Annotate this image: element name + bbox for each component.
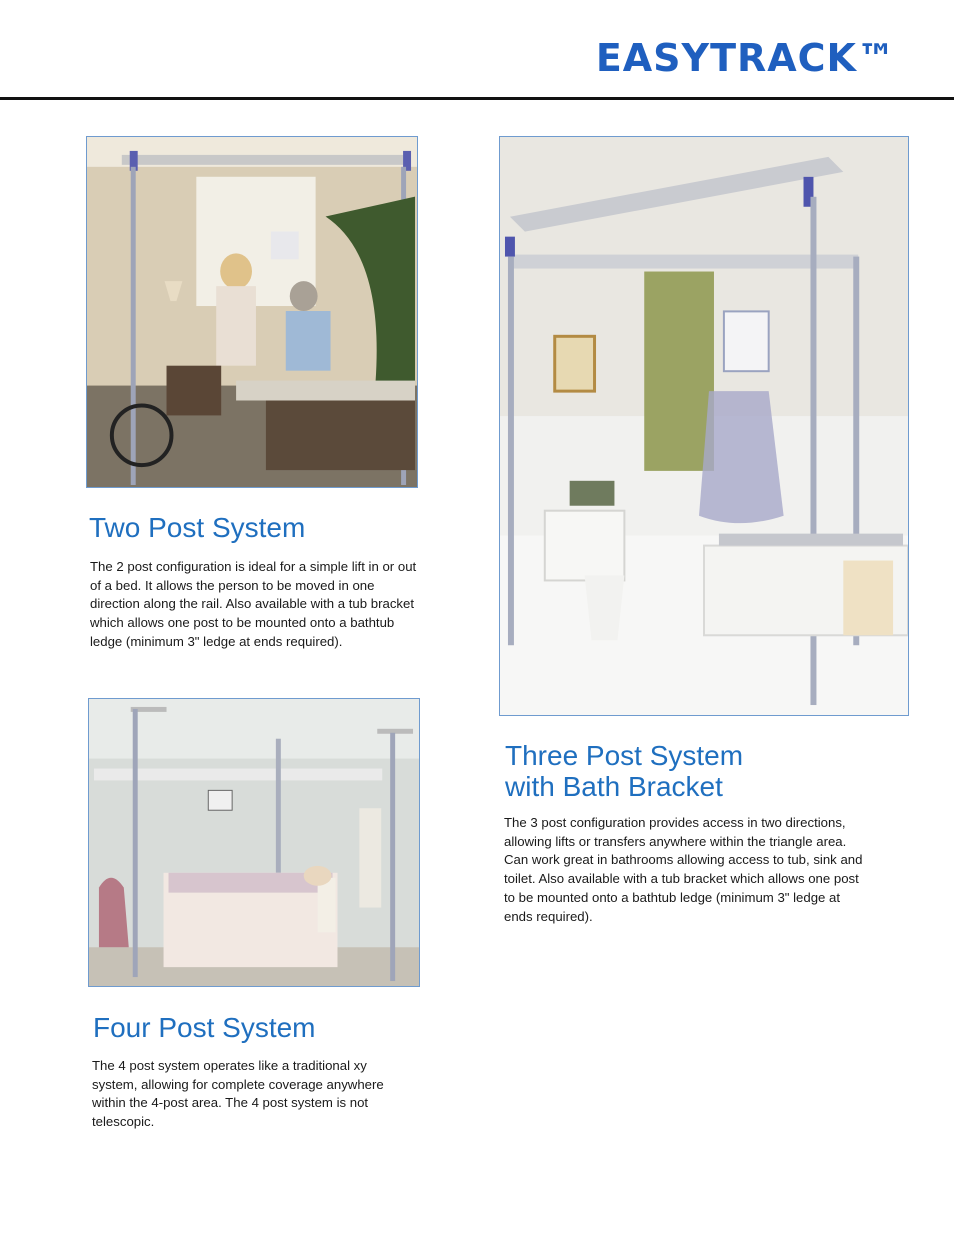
three-post-title-line-1: Three Post System — [505, 740, 744, 771]
brand-logo: EASYTRACK™ — [595, 36, 896, 80]
two-post-description: The 2 post configuration is ideal for a simple lift in or out of a bed. It allows the person to be moved in one direction along the rail. Also available with a tub bracket which allows one post to be mounted onto a bathtub ledge (minimum 3" ledge at ends required). — [90, 559, 417, 649]
four-post-title: Four Post System — [93, 1012, 316, 1043]
four-post-photo — [88, 698, 420, 987]
two-post-title: Two Post System — [89, 512, 306, 543]
three-post-title-line-2: with Bath Bracket — [505, 771, 723, 802]
three-post-description: The 3 post configuration provides access in two directions, allowing lifts or transfers anywhere within the triangle area. Can work great in bathrooms allowing access to tub, sink and toilet. Also available with a tub bracket which allows one post to be mounted onto a bathtub ledge (minimum 3" ledge at ends required). — [504, 815, 863, 924]
two-post-photo — [86, 136, 418, 488]
four-post-description: The 4 post system operates like a traditional xy system, allowing for complete coverage anywhere within the 4-post area. The 4 post system is not telescopic. — [92, 1058, 384, 1130]
header-rule — [0, 97, 954, 100]
three-post-photo — [499, 136, 909, 716]
